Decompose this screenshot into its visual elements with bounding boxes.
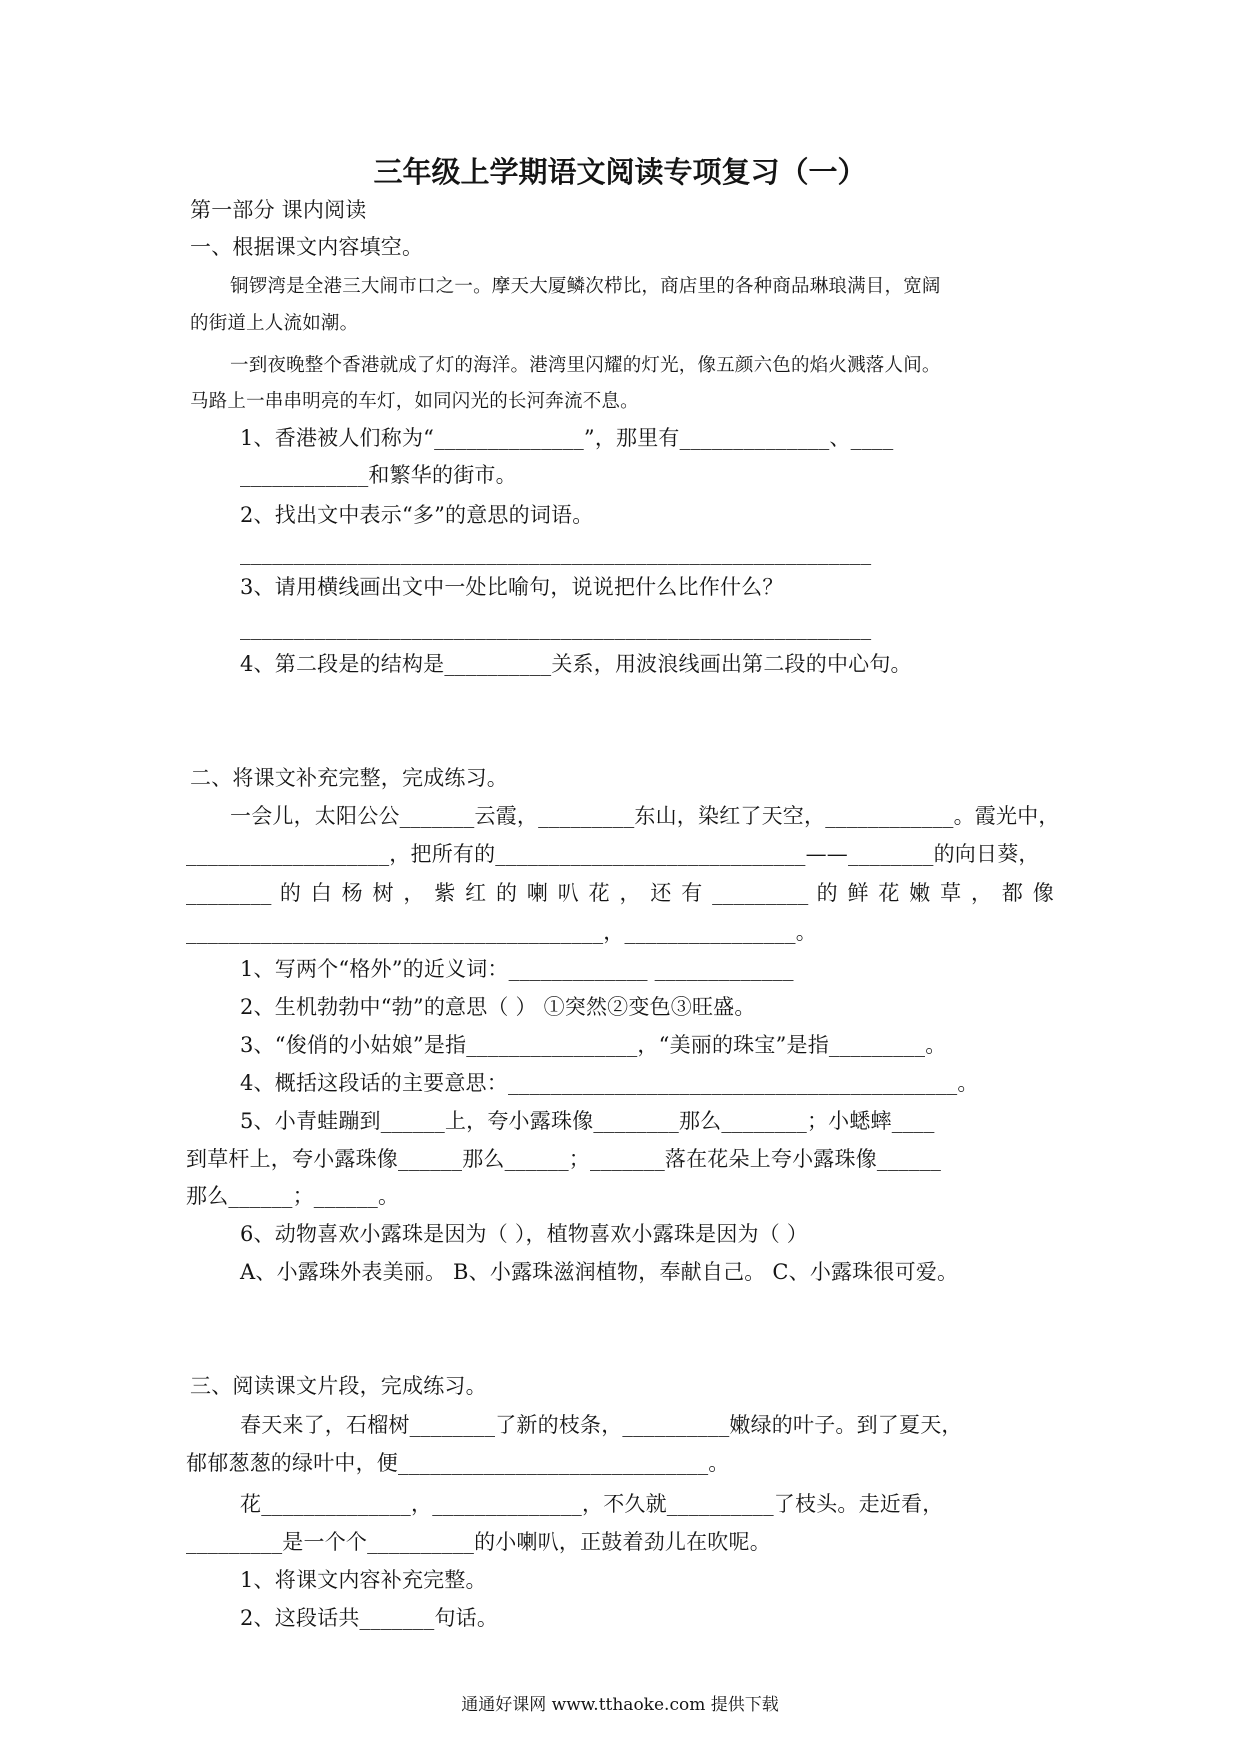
question-3-2: 2、这段话共_______句话。	[240, 1606, 499, 1630]
section-3-passage-line: 花______________，______________，不久就__________了枝头。走近看，	[240, 1492, 944, 1516]
question-1-2: 2、找出文中表示“多”的意思的词语。	[240, 503, 594, 527]
answer-line: ___________________________________________________________	[240, 541, 872, 565]
section-2-passage-line: ___________________，把所有的_____________________________——________的向日葵，	[186, 842, 1040, 866]
question-2-2: 2、生机勃勃中“勃”的意思（ ） ①突然②变色③旺盛。	[240, 995, 756, 1019]
section-2-passage-line: ________ 的 白 杨 树 ， 紫 红 的 喇 叭 花 ， 还 有 _________ 的 鲜 花 嫩 草 ， 都 像	[186, 881, 1054, 905]
question-2-4: 4、概括这段话的主要意思：__________________________________________。	[240, 1071, 979, 1095]
section-1-passage-line: 马路上一串串明亮的车灯，如同闪光的长河奔流不息。	[190, 391, 639, 412]
section-2-passage-line: _______________________________________，________________。	[186, 920, 817, 944]
answer-line: ___________________________________________________________	[240, 616, 872, 640]
section-2-heading: 二、将课文补充完整，完成练习。	[190, 766, 508, 790]
section-3-passage-line: _________是一个个__________的小喇叭，正鼓着劲儿在吹呢。	[186, 1530, 771, 1554]
question-2-5-cont: 到草杆上，夸小露珠像______那么______；_______落在花朵上夸小露珠像______	[186, 1147, 942, 1171]
footer-credit: 通通好课网 www.tthaoke.com 提供下载	[461, 1695, 779, 1715]
section-3-passage-line: 春天来了，石榴树________了新的枝条，__________嫩绿的叶子。到了夏天，	[240, 1413, 963, 1437]
question-2-1: 1、写两个“格外”的近义词：_____________ _____________	[240, 957, 794, 981]
question-2-5-cont: 那么______；______。	[186, 1184, 400, 1208]
question-1-3: 3、请用横线画出文中一处比喻句，说说把什么比作什么？	[240, 575, 784, 599]
section-3-passage-line: 郁郁葱葱的绿叶中，便_____________________________。	[186, 1451, 730, 1475]
section-1-passage-line: 铜锣湾是全港三大闹市口之一。摩天大厦鳞次栉比，商店里的各种商品琳琅满目，宽阔	[230, 276, 941, 297]
question-2-6: 6、动物喜欢小露珠是因为（ ），植物喜欢小露珠是因为（ ）	[240, 1222, 809, 1246]
section-1-heading: 一、根据课文内容填空。	[190, 235, 424, 259]
section-3-heading: 三、阅读课文片段，完成练习。	[190, 1374, 487, 1398]
page-title: 三年级上学期语文阅读专项复习（一）	[373, 155, 867, 189]
section-1-passage-line: 的街道上人流如潮。	[190, 313, 359, 334]
question-3-1: 1、将课文内容补充完整。	[240, 1568, 487, 1592]
question-2-6-options: A、小露珠外表美丽。 B、小露珠滋润植物，奉献自己。 C、小露珠很可爱。	[240, 1260, 959, 1284]
section-1-passage-line: 一到夜晚整个香港就成了灯的海洋。港湾里闪耀的灯光，像五颜六色的焰火溅落人间。	[230, 355, 941, 376]
part-heading: 第一部分 课内阅读	[190, 198, 367, 222]
question-1-1: 1、香港被人们称为“______________”，那里有______________、____	[240, 426, 894, 450]
question-2-5: 5、小青蛙蹦到______上，夸小露珠像________那么________；小蟋蟀____	[240, 1109, 935, 1133]
question-2-3: 3、“俊俏的小姑娘”是指________________，“美丽的珠宝”是指_________。	[240, 1033, 947, 1057]
question-1-1-cont: ____________和繁华的街市。	[240, 463, 517, 487]
section-2-passage-line: 一会儿，太阳公公_______云霞，_________东山，染红了天空，____________。霞光中，	[230, 804, 1060, 828]
question-1-4: 4、第二段是的结构是__________关系，用波浪线画出第二段的中心句。	[240, 652, 912, 676]
